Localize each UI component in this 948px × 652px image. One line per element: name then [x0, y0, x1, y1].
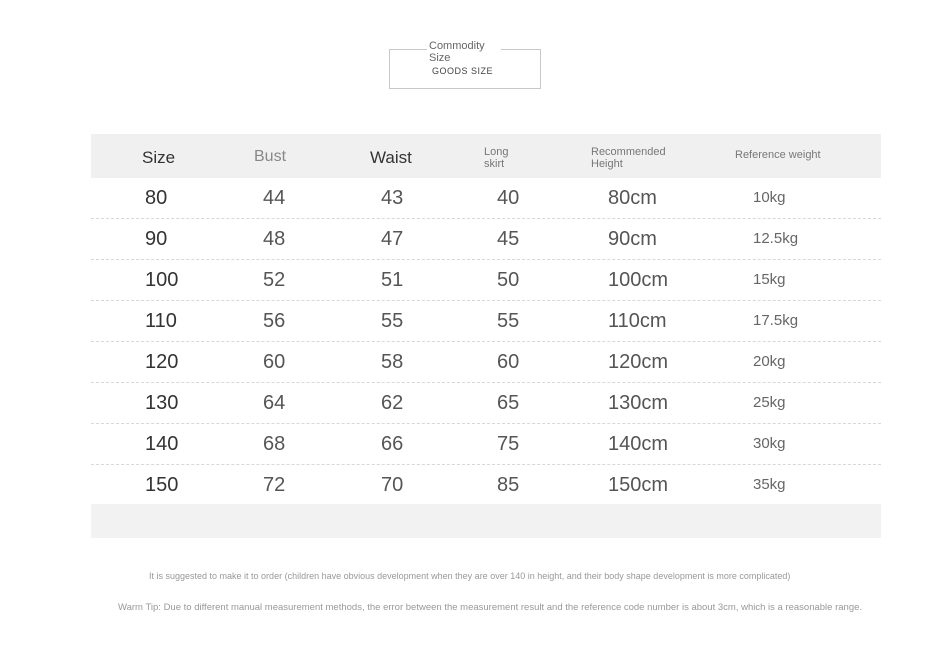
cell-height: 110cm	[608, 310, 667, 332]
cell-weight: 10kg	[753, 189, 786, 206]
cell-long-skirt: 85	[497, 474, 520, 496]
cell-bust: 44	[263, 187, 286, 209]
cell-long-skirt: 45	[497, 228, 520, 250]
cell-bust: 72	[263, 474, 286, 496]
header-waist: Waist	[370, 148, 412, 167]
cell-waist: 66	[381, 433, 404, 455]
cell-weight: 35kg	[753, 476, 786, 493]
cell-long-skirt: 40	[497, 187, 520, 209]
cell-long-skirt: 75	[497, 433, 520, 455]
table-row	[91, 342, 881, 383]
cell-size: 140	[145, 433, 179, 455]
table-row	[91, 465, 881, 505]
cell-bust: 56	[263, 310, 286, 332]
cell-bust: 68	[263, 433, 286, 455]
table-body	[91, 178, 881, 505]
warm-tip-note: Warm Tip: Due to different manual measurement methods, the error between the measurement result and the reference code number is about 3cm, which is a reasonable range.	[118, 602, 863, 613]
header-size: Size	[142, 148, 176, 167]
cell-waist: 70	[381, 474, 404, 496]
cell-height: 120cm	[608, 351, 669, 373]
cell-weight: 20kg	[753, 353, 786, 370]
cell-size: 80	[145, 187, 168, 209]
cell-size: 90	[145, 228, 168, 250]
table-row	[91, 301, 881, 342]
cell-waist: 43	[381, 187, 404, 209]
cell-waist: 51	[381, 269, 404, 291]
cell-waist: 58	[381, 351, 404, 373]
header-bust: Bust	[254, 148, 287, 165]
header-long-skirt: Long skirt	[484, 146, 509, 170]
cell-long-skirt: 65	[497, 392, 520, 414]
cell-waist: 55	[381, 310, 404, 332]
table-row	[91, 383, 881, 424]
table-row	[91, 219, 881, 260]
cell-weight: 17.5kg	[753, 312, 799, 329]
cell-bust: 64	[263, 392, 286, 414]
cell-size: 100	[145, 269, 179, 291]
table-footer-band	[91, 504, 881, 538]
cell-bust: 60	[263, 351, 286, 373]
table-row	[91, 178, 881, 219]
cell-long-skirt: 60	[497, 351, 520, 373]
cell-height: 80cm	[608, 187, 657, 209]
cell-height: 100cm	[608, 269, 669, 291]
title-primary: Commodity Size	[427, 40, 501, 64]
header-reference-weight: Reference weight	[735, 149, 821, 161]
title-secondary: GOODS SIZE	[432, 66, 494, 76]
cell-long-skirt: 50	[497, 269, 520, 291]
table-row	[91, 424, 881, 465]
order-suggestion-note: It is suggested to make it to order (children have obvious development when they are over 140 in height, and their body shape development is more complicated)	[149, 571, 791, 581]
cell-weight: 12.5kg	[753, 230, 799, 247]
cell-height: 90cm	[608, 228, 657, 250]
table-row	[91, 260, 881, 301]
header-recommended-height: Recommended Height	[591, 146, 666, 170]
cell-weight: 15kg	[753, 271, 786, 288]
cell-weight: 25kg	[753, 394, 786, 411]
cell-bust: 48	[263, 228, 286, 250]
cell-size: 130	[145, 392, 179, 414]
cell-height: 150cm	[608, 474, 669, 496]
size-table	[91, 134, 881, 505]
cell-waist: 47	[381, 228, 404, 250]
cell-height: 140cm	[608, 433, 669, 455]
cell-size: 120	[145, 351, 179, 373]
cell-bust: 52	[263, 269, 286, 291]
cell-height: 130cm	[608, 392, 669, 414]
cell-size: 110	[145, 310, 177, 332]
cell-waist: 62	[381, 392, 404, 414]
cell-size: 150	[145, 474, 179, 496]
table-header	[91, 134, 881, 178]
cell-long-skirt: 55	[497, 310, 520, 332]
cell-weight: 30kg	[753, 435, 786, 452]
